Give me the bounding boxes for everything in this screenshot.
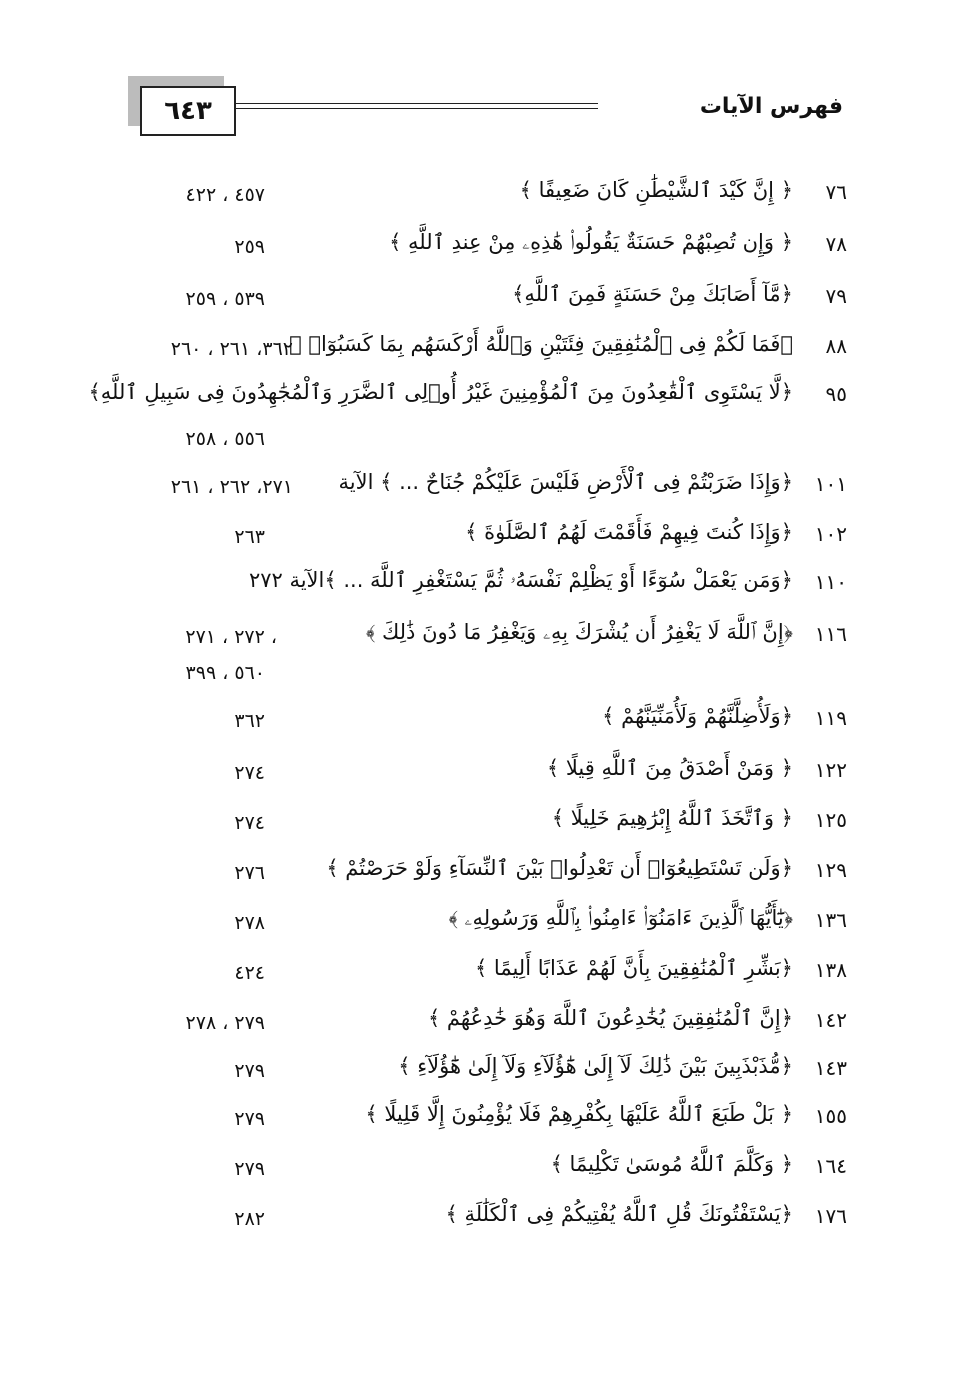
verse-text: ﴿إِنَّ ٱلْمُنَٰفِقِينَ يُخَٰدِعُونَ ٱللَّهَ وَهُوَ خَٰدِعُهُمْ ﴾	[427, 1006, 793, 1030]
page-refs: ٤٥٧ ، ٤٢٢	[185, 184, 265, 206]
verse-number: ١٧٦	[814, 1204, 847, 1228]
verse-number: ١١٦	[814, 622, 847, 646]
verse-number: ١٠١	[814, 472, 847, 496]
verse-text: ﴿وَلَأُضِلَّنَّهُمْ وَلَأُمَنِّيَنَّهُمْ ﴾	[602, 704, 793, 728]
verse-number: ٨٨	[825, 334, 847, 358]
header-rule	[236, 103, 598, 109]
verse-number: ١٤٢	[814, 1008, 847, 1032]
verse-text: ﴿ وَكَلَّمَ ٱللَّهُ مُوسَىٰ تَكْلِيمًا ﴾	[550, 1152, 793, 1176]
verse-text: ﴿ إِنَّ كَيْدَ ٱلشَّيْطَٰنِ كَانَ ضَعِيفًا ﴾	[519, 178, 793, 202]
verse-number: ١٣٨	[814, 958, 847, 982]
page-refs: ٢٧٤	[234, 762, 265, 784]
page-refs: ٢٧٤	[234, 812, 265, 834]
verse-number: ١٦٤	[814, 1154, 847, 1178]
verse-number: ١٣٦	[814, 908, 847, 932]
page-refs: ٢٧١، ٢٦٢ ، ٢٦١	[170, 476, 293, 498]
page-refs: ، ٢٧٢ ، ٢٧١	[185, 626, 277, 648]
verse-text: ﴿ وَٱتَّخَذَ ٱللَّهُ إِبْرَٰهِيمَ خَلِيلًا ﴾	[551, 806, 793, 830]
verse-text: ﴿يَسْتَفْتُونَكَ قُلِ ٱللَّهُ يُفْتِيكُمْ فِى ٱلْكَلَٰلَةِ ﴾	[445, 1202, 793, 1226]
verse-number: ١٢٩	[814, 858, 847, 882]
page-refs-continued: ٥٦٠ ، ٣٩٩	[185, 662, 265, 684]
verse-text: ﴿بَشِّرِ ٱلْمُنَٰفِقِينَ بِأَنَّ لَهُمْ عَذَابًا أَلِيمًا ﴾	[474, 956, 793, 980]
verse-number: ١٤٣	[814, 1056, 847, 1080]
page-refs: ٤٢٤	[234, 962, 265, 984]
page-refs: ٢٧٦	[234, 862, 265, 884]
page-refs: ٢٦٣	[234, 526, 265, 548]
verse-text: ﴿لَّا يَسْتَوِى ٱلْقَٰعِدُونَ مِنَ ٱلْمُؤْمِنِينَ غَيْرُ أُو۟لِى ٱلضَّرَرِ وَٱلْمُجَٰهِدُونَ فِى سَبِيلِ ٱللَّهِ﴾	[88, 380, 793, 404]
verse-text: ﴿ بَلْ طَبَعَ ٱللَّهُ عَلَيْهَا بِكُفْرِهِمْ فَلَا يُؤْمِنُونَ إِلَّا قَلِيلًا ﴾	[365, 1102, 793, 1126]
verse-text: ﴿فَمَا لَكُمْ فِى ٱلْمُنَٰفِقِينَ فِئَتَيْنِ وَٱللَّهُ أَرْكَسَهُم بِمَا كَسَبُوٓا۟ ﴾	[289, 332, 793, 356]
verse-text: ﴿مَّآ أَصَابَكَ مِنْ حَسَنَةٍ فَمِنَ ٱللَّهِ﴾	[512, 282, 793, 306]
verse-text: ﴿وَإِذَا ضَرَبْتُمْ فِى ٱلْأَرْضِ فَلَيْسَ عَلَيْكُمْ جُنَاحٌ ... ﴾ الآية	[338, 470, 793, 494]
page-refs: ٥٣٩ ، ٢٥٩	[185, 288, 265, 310]
page-refs: ٢٧٩	[234, 1060, 265, 1082]
verse-number: ١١٠	[814, 570, 847, 594]
page-refs: ٣٦٢	[234, 710, 265, 732]
verse-text: ﴿يَٰٓأَيُّهَا ٱلَّذِينَ ءَامَنُوٓا۟ ءَامِنُوا۟ بِٱللَّهِ وَرَسُولِهِۦ ﴾	[448, 906, 793, 930]
verse-text: ﴿مُّذَبْذَبِينَ بَيْنَ ذَٰلِكَ لَآ إِلَىٰ هَٰٓؤُلَآءِ وَلَآ إِلَىٰ هَٰٓؤُلَآءِ ﴾	[398, 1054, 793, 1078]
page-refs: ٢٧٨	[234, 912, 265, 934]
page-refs: ٢٧٩ ، ٢٧٨	[185, 1012, 265, 1034]
verse-text: ﴿ وَإِن تُصِبْهُمْ حَسَنَةٌ يَقُولُوا۟ هَٰذِهِۦ مِنْ عِندِ ٱللَّهِ ﴾	[389, 230, 793, 254]
verse-number: ١٢٢	[814, 758, 847, 782]
verse-number: ١٢٥	[814, 808, 847, 832]
page-number: ٦٤٣	[140, 86, 236, 136]
verse-number: ٧٩	[825, 284, 847, 308]
page-title: فهرس الآيات	[699, 94, 843, 119]
verse-number: ١١٩	[814, 706, 847, 730]
page-refs: ٢٥٩	[234, 236, 265, 258]
page-refs: ٢٧٩	[234, 1158, 265, 1180]
verse-text: ﴿وَمَن يَعْمَلْ سُوٓءًا أَوْ يَظْلِمْ نَفْسَهُۥ ثُمَّ يَسْتَغْفِرِ ٱللَّهَ ... ﴾الآية ٢٧٢	[248, 568, 793, 592]
verse-number: ٧٨	[825, 232, 847, 256]
verse-text: ﴿ وَمَنْ أَصْدَقُ مِنَ ٱللَّهِ قِيلًا ﴾	[546, 756, 793, 780]
verse-text: ﴿وَلَن تَسْتَطِيعُوٓا۟ أَن تَعْدِلُوا۟ بَيْنَ ٱلنِّسَآءِ وَلَوْ حَرَصْتُمْ ﴾	[326, 856, 793, 880]
verse-number: ١٠٢	[814, 522, 847, 546]
page-refs: ٢٧٩	[234, 1108, 265, 1130]
page-refs: ٥٥٦ ، ٢٥٨	[185, 428, 265, 450]
verse-text: ﴿وَإِذَا كُنتَ فِيهِمْ فَأَقَمْتَ لَهُمُ ٱلصَّلَوٰةَ ﴾	[465, 520, 793, 544]
verse-text: ﴿إِنَّ ٱللَّهَ لَا يَغْفِرُ أَن يُشْرَكَ بِهِۦ وَيَغْفِرُ مَا دُونَ ذَٰلِكَ ﴾	[365, 620, 793, 644]
verse-number: ٩٥	[825, 382, 847, 406]
page-refs: ٢٨٢	[234, 1208, 265, 1230]
verse-number: ١٥٥	[814, 1104, 847, 1128]
page-refs: ٣٦٢، ٢٦١ ، ٢٦٠	[170, 338, 293, 360]
verse-number: ٧٦	[825, 180, 847, 204]
